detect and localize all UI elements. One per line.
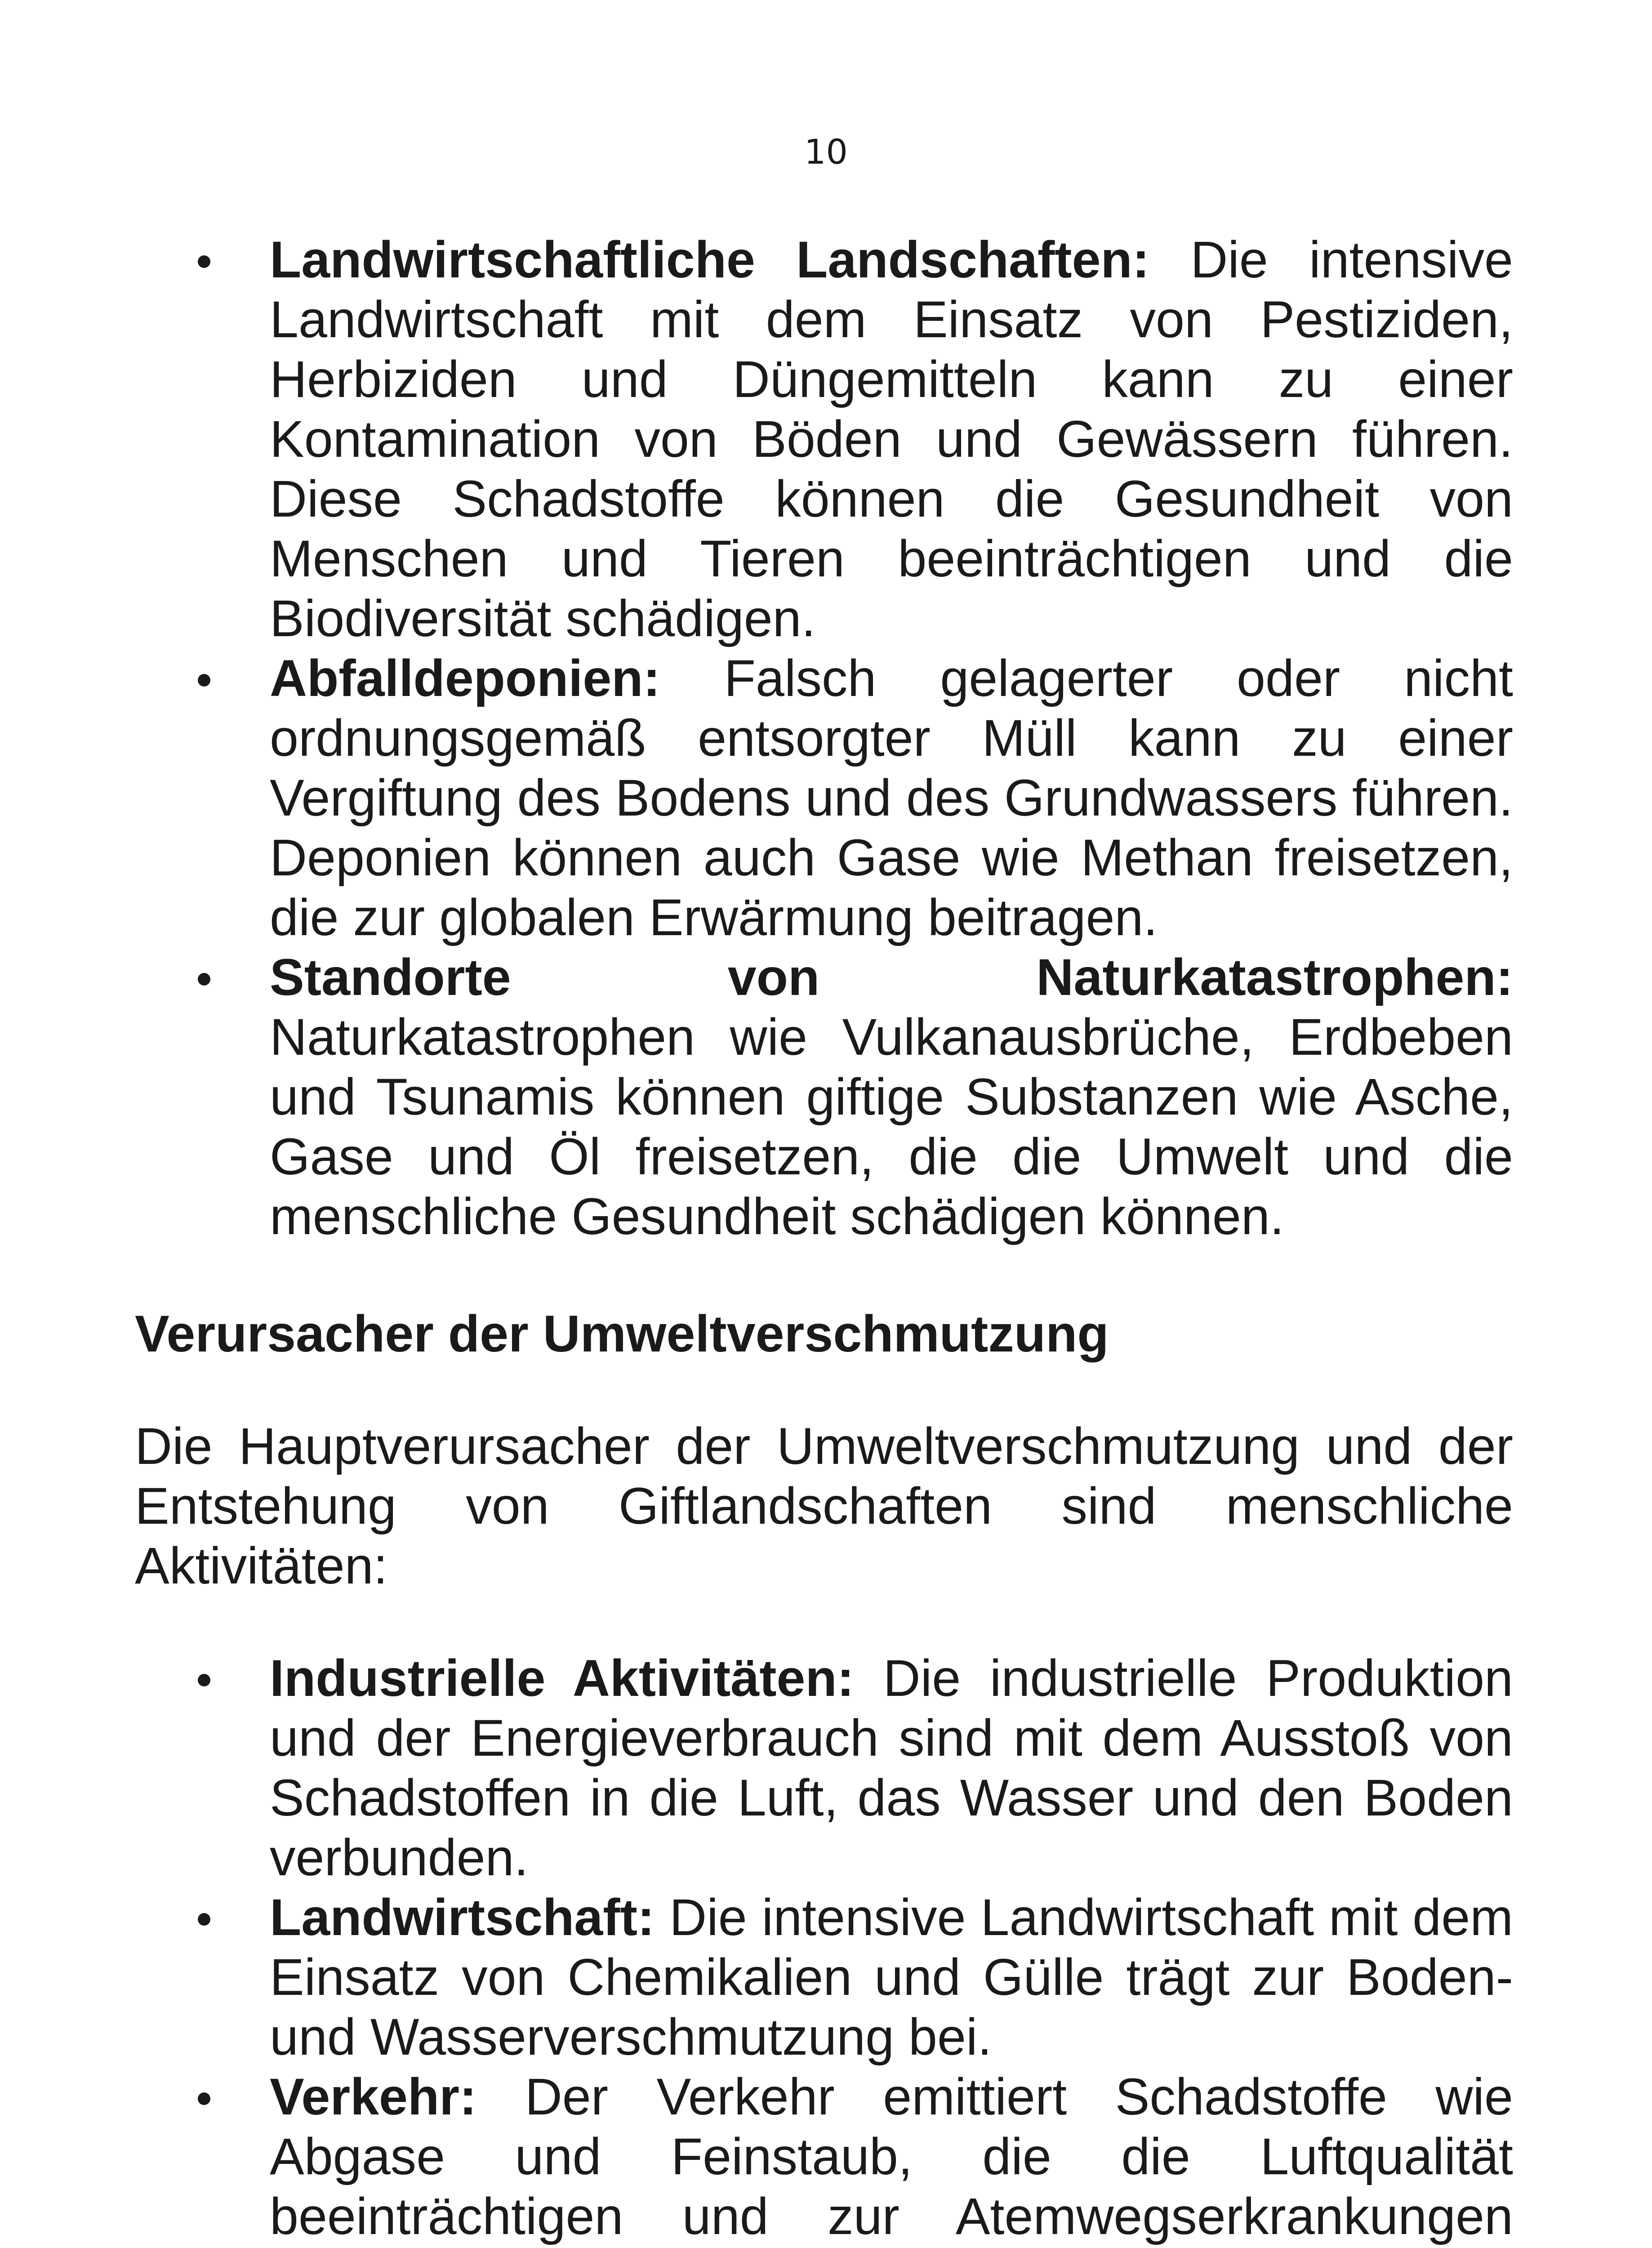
list-item-text: Der Verkehr emittiert Schadstoffe wie Abgase und Feinstaub, die die Luftqualität beeinträchtigen und zur Atemwegserkrankungen — [270, 2068, 1513, 2245]
list-item-term: Verkehr: — [270, 2068, 525, 2126]
section-intro: Die Hauptverursacher der Umweltverschmutzung und der Entstehung von Giftlandschaften sind menschliche Aktivitäten: — [135, 1418, 1513, 1595]
list-item-text: Die industrielle Produktion und der Energieverbrauch sind mit dem Ausstoß von Schadstoffen in die Luft, das Wasser und den Boden verbunden. — [270, 1650, 1513, 1887]
list-item-term: Abfalldeponien: — [270, 650, 724, 707]
list-item — [135, 1649, 1513, 1888]
list-item-text: Die intensive Landwirtschaft mit dem Einsatz von Chemikalien und Gülle trägt zur Boden- und Wasserverschmutzung bei. — [270, 1889, 1513, 2066]
bullet-icon — [198, 2092, 210, 2105]
list-item — [135, 948, 1513, 1247]
list-item-term: Landwirtschaft: — [270, 1889, 670, 1946]
list-item-text: Naturkatastrophen wie Vulkanausbrüche, Erdbeben und Tsunamis können giftige Substanzen wie Asche, Gase und Öl freisetzen, die die Umwelt und die menschliche Gesundheit schädigen können. — [270, 1008, 1513, 1245]
list-item-term: Standorte von Naturkatastrophen: — [270, 949, 1513, 1006]
bullet-list-causes — [135, 1649, 1513, 2248]
list-item — [135, 649, 1513, 948]
bullet-icon — [198, 1674, 210, 1686]
section-heading: Verursacher der Umweltverschmutzung — [135, 1305, 1109, 1363]
list-item — [135, 230, 1513, 649]
bullet-icon — [198, 255, 210, 268]
page-number: 10 — [804, 132, 848, 172]
list-item — [135, 2067, 1513, 2248]
bullet-icon — [198, 973, 210, 986]
list-item-text: Die intensive Landwirtschaft mit dem Einsatz von Pestiziden, Herbiziden und Düngemitteln kann zu einer Kontamination von Böden und Gewässern führen. Diese Schadstoffe können die Gesundheit von Menschen und Tieren beeinträchtigen und die Biodiversität schädigen. — [270, 231, 1514, 647]
list-item — [135, 1888, 1513, 2067]
page-content — [135, 230, 1513, 2248]
list-item-term: Industrielle Aktivitäten: — [270, 1650, 883, 1707]
list-item-term: Landwirtschaftliche Landschaften: — [270, 231, 1191, 289]
list-item-text: Falsch gelagerter oder nicht ordnungsgemäß entsorgter Müll kann zu einer Vergiftung des Bodens und des Grundwassers führen. Deponien können auch Gase wie Methan freisetzen, die zur globalen Erwärmung beitragen. — [270, 650, 1514, 946]
bullet-list-landscapes — [135, 230, 1513, 1247]
bullet-icon — [198, 674, 210, 687]
bullet-icon — [198, 1913, 210, 1926]
